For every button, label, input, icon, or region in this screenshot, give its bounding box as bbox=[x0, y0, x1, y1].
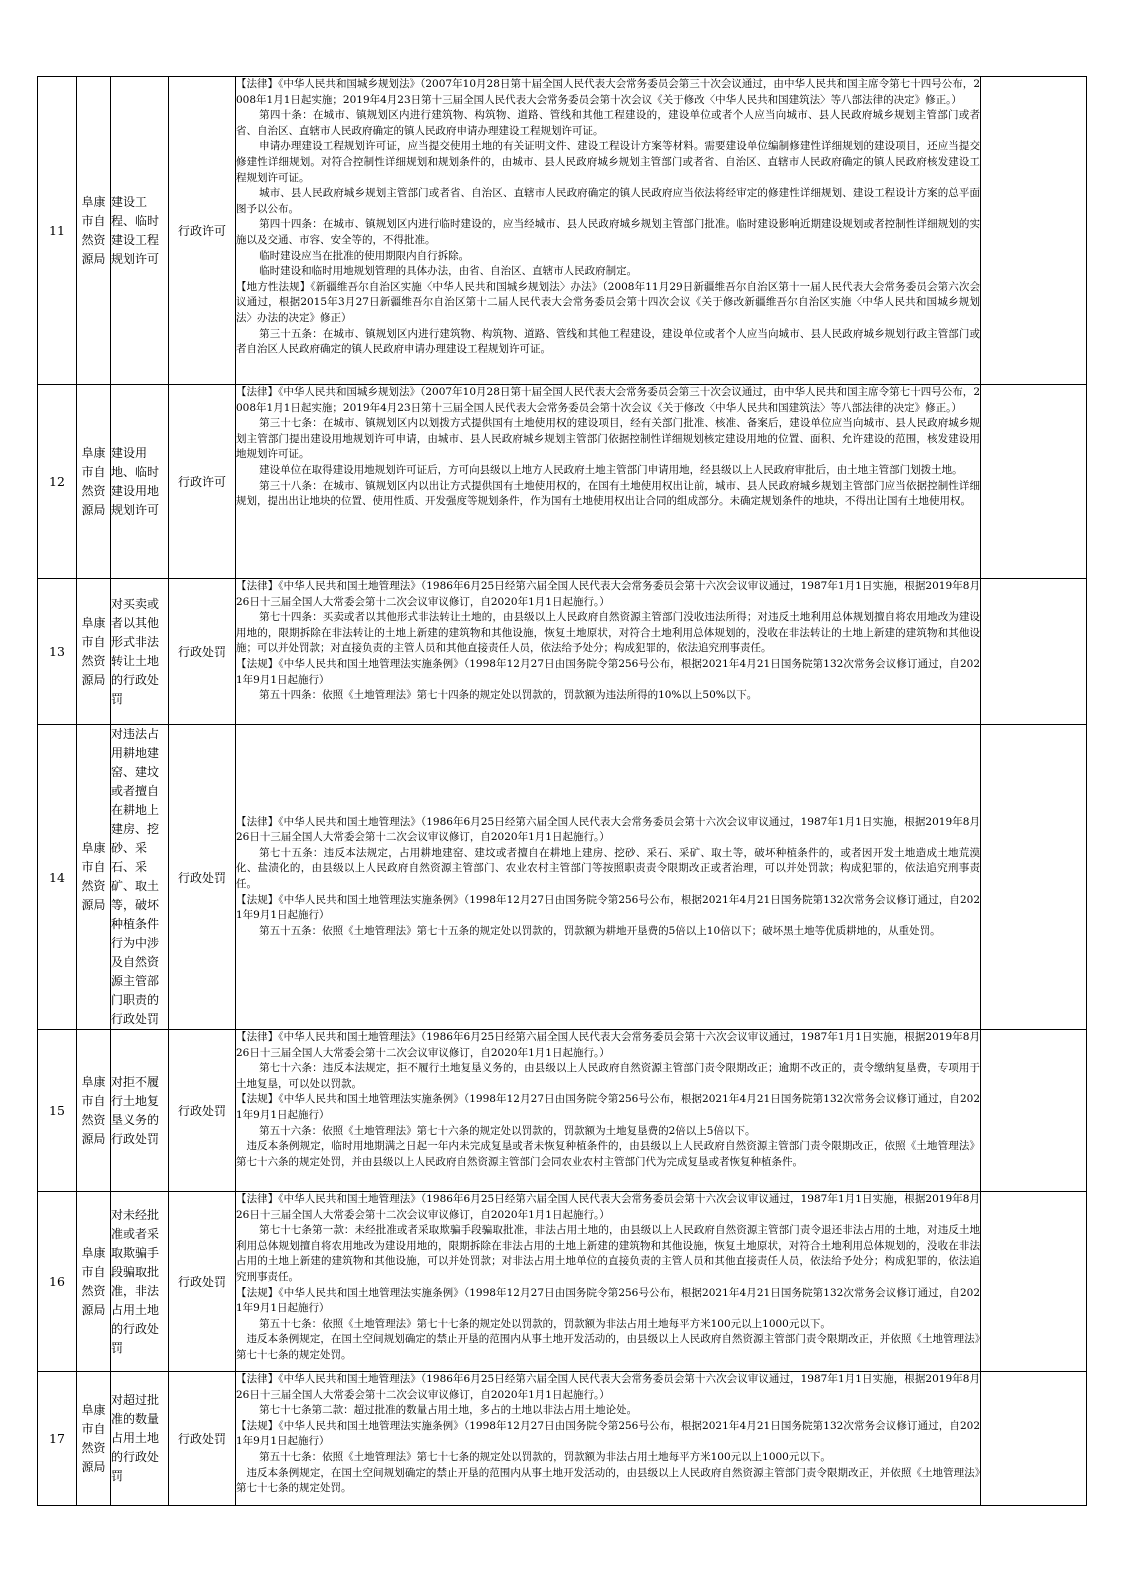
law-article: 临时建设和临时用地规划管理的具体办法，由省、自治区、直辖市人民政府制定。 bbox=[259, 265, 638, 278]
item-type: 行政处罚 bbox=[169, 725, 236, 1030]
item-type: 行政许可 bbox=[169, 385, 236, 579]
item-name: 对买卖或者以其他形式非法转让土地的行政处罚 bbox=[111, 579, 169, 725]
item-name: 对超过批准的数量占用土地的行政处罚 bbox=[111, 1372, 169, 1506]
legal-basis bbox=[236, 1192, 981, 1372]
table-row bbox=[38, 1192, 1087, 1372]
row-number: 13 bbox=[38, 579, 77, 725]
item-name: 建设用地、临时建设用地规划许可 bbox=[111, 385, 169, 579]
law-citation: 【法律】《中华人民共和国土地管理法》（1986年6月25日经第六届全国人民代表大会常务委员会第十六次会议审议通过，1987年1月1日实施，根据2019年8月26日十三届全国人大常委会第十二次会议审议修订，自2020年1月1日起施行。） bbox=[236, 1193, 980, 1221]
remarks-cell bbox=[981, 579, 1087, 725]
law-article: 违反本条例规定，在国土空间规划确定的禁止开垦的范围内从事土地开发活动的，由县级以上人民政府自然资源主管部门责令限期改正，并依照《土地管理法》第七十七条的规定处罚。 bbox=[236, 1333, 980, 1361]
legal-basis bbox=[236, 1372, 981, 1506]
item-type: 行政许可 bbox=[169, 77, 236, 385]
item-name: 对拒不履行土地复垦义务的行政处罚 bbox=[111, 1030, 169, 1192]
legal-basis bbox=[236, 385, 981, 579]
department: 阜康市自然资源局 bbox=[77, 1030, 111, 1192]
law-citation: 【法规】《中华人民共和国土地管理法实施条例》（1998年12月27日由国务院令第256号公布，根据2021年4月21日国务院第132次常务会议修订通过，自2021年9月1日起施行） bbox=[236, 657, 980, 686]
table-row bbox=[38, 725, 1087, 1030]
table-row bbox=[38, 385, 1087, 579]
law-article: 第七十五条：违反本法规定，占用耕地建窑、建坟或者擅自在耕地上建房、挖砂、采石、采矿、取土等，破坏种植条件的，或者因开发土地造成土地荒漠化、盐渍化的，由县级以上人民政府自然资源主管部门、农业农村主管部门等按照职责责令限期改正或者治理，可以并处罚款；构成犯罪的，依法追究刑事责任。 bbox=[236, 846, 980, 890]
law-article: 违反本条例规定，临时用地期满之日起一年内未完成复垦或者未恢复种植条件的，由县级以上人民政府自然资源主管部门责令限期改正，依照《土地管理法》第七十六条的规定处罚，并由县级以上人民政府自然资源主管部门会同农业农村主管部门代为完成复垦或者恢复种植条件。 bbox=[236, 1140, 980, 1168]
law-citation: 【法律】《中华人民共和国土地管理法》（1986年6月25日经第六届全国人民代表大会常务委员会第十六次会议审议通过，1987年1月1日实施，根据2019年8月26日十三届全国人大常委会第十二次会议审议修订，自2020年1月1日起施行。） bbox=[236, 815, 980, 844]
table-row bbox=[38, 1372, 1087, 1506]
item-type: 行政处罚 bbox=[169, 579, 236, 725]
remarks-cell bbox=[981, 77, 1087, 385]
row-number: 15 bbox=[38, 1030, 77, 1192]
item-name: 对未经批准或者采取欺骗手段骗取批准，非法占用土地的行政处罚 bbox=[111, 1192, 169, 1372]
law-citation: 【法规】《中华人民共和国土地管理法实施条例》（1998年12月27日由国务院令第256号公布，根据2021年4月21日国务院第132次常务会议修订通过，自2021年9月1日起施行） bbox=[236, 893, 980, 922]
law-article: 违反本条例规定，在国土空间规划确定的禁止开垦的范围内从事土地开发活动的，由县级以上人民政府自然资源主管部门责令限期改正，并依照《土地管理法》第七十七条的规定处罚。 bbox=[236, 1466, 980, 1495]
law-citation: 【法律】《中华人民共和国土地管理法》（1986年6月25日经第六届全国人民代表大会常务委员会第十六次会议审议通过，1987年1月1日实施，根据2019年8月26日十三届全国人大常委会第十二次会议审议修订，自2020年1月1日起施行。） bbox=[236, 1031, 980, 1059]
department: 阜康市自然资源局 bbox=[77, 1372, 111, 1506]
remarks-cell bbox=[981, 385, 1087, 579]
law-citation: 【法律】《中华人民共和国城乡规划法》（2007年10月28日第十届全国人民代表大会常务委员会第三十次会议通过，由中华人民共和国主席令第七十四号公布，2008年1月1日起实施；2019年4月23日第十三届全国人民代表大会常务委员会第十次会议《关于修改〈中华人民共和国建筑法〉等八部法律的决定》修正。） bbox=[236, 386, 980, 414]
law-article: 第三十七条：在城市、镇规划区内以划拨方式提供国有土地使用权的建设项目，经有关部门批准、核准、备案后，建设单位应当向城市、县人民政府城乡规划主管部门提出建设用地规划许可申请，由城市、县人民政府城乡规划主管部门依据控制性详细规划核定建设用地的位置、面积、允许建设的范围，核发建设用地规划许可证。 bbox=[236, 417, 980, 461]
row-number: 14 bbox=[38, 725, 77, 1030]
item-type: 行政处罚 bbox=[169, 1192, 236, 1372]
item-name: 对违法占用耕地建窑、建坟或者擅自在耕地上建房、挖砂、采石、采矿、取土等，破坏种植条件行为中涉及自然资源主管部门职责的行政处罚 bbox=[111, 725, 169, 1030]
law-citation: 【地方性法规】《新疆维吾尔自治区实施〈中华人民共和国城乡规划法〉办法》（2008年11月29日新疆维吾尔自治区第十一届人民代表大会常务委员会第六次会议通过，根据2015年3月27日新疆维吾尔自治区第十二届人民代表大会常务委员会第十四次会议《关于修改新疆维吾尔自治区实施〈中华人民共和国城乡规划法〉办法的决定》修正） bbox=[236, 280, 980, 324]
law-article: 第三十八条：在城市、镇规划区内以出让方式提供国有土地使用权的，在国有土地使用权出让前，城市、县人民政府城乡规划主管部门应当依据控制性详细规划，提出出让地块的位置、使用性质、开发强度等规划条件，作为国有土地使用权出让合同的组成部分。未确定规划条件的地块，不得出让国有土地使用权。 bbox=[236, 479, 980, 508]
item-type: 行政处罚 bbox=[169, 1372, 236, 1506]
item-type: 行政处罚 bbox=[169, 1030, 236, 1192]
department: 阜康市自然资源局 bbox=[77, 579, 111, 725]
legal-basis bbox=[236, 579, 981, 725]
row-number: 17 bbox=[38, 1372, 77, 1506]
remarks-cell bbox=[981, 1192, 1087, 1372]
law-article: 第七十七条第二款：超过批准的数量占用土地，多占的土地以非法占用土地论处。 bbox=[259, 1404, 638, 1417]
law-article: 第四十条：在城市、镇规划区内进行建筑物、构筑物、道路、管线和其他工程建设的，建设单位或者个人应当向城市、县人民政府城乡规划主管部门或者省、自治区、直辖市人民政府确定的镇人民政府申请办理建设工程规划许可证。 bbox=[236, 109, 980, 137]
department: 阜康市自然资源局 bbox=[77, 385, 111, 579]
law-article: 第五十七条：依照《土地管理法》第七十七条的规定处以罚款的，罚款额为非法占用土地每平方米100元以上1000元以下。 bbox=[259, 1317, 831, 1330]
remarks-cell bbox=[981, 1030, 1087, 1192]
law-article: 第七十七条第一款：未经批准或者采取欺骗手段骗取批准，非法占用土地的，由县级以上人民政府自然资源主管部门责令退还非法占用的土地，对违反土地利用总体规划擅自将农用地改为建设用地的，限期拆除在非法占用的土地上新建的建筑物和其他设施，恢复土地原状，对符合土地利用总体规划的，没收在非法占用的土地上新建的建筑物和其他设施，可以并处罚款；对非法占用土地单位的直接负责的主管人员和其他直接责任人员，依法给予处分；构成犯罪的，依法追究刑事责任。 bbox=[236, 1224, 980, 1283]
department: 阜康市自然资源局 bbox=[77, 725, 111, 1030]
law-citation: 【法律】《中华人民共和国城乡规划法》（2007年10月28日第十届全国人民代表大会常务委员会第三十次会议通过，由中华人民共和国主席令第七十四号公布，2008年1月1日起实施；2019年4月23日第十三届全国人民代表大会常务委员会第十次会议《关于修改〈中华人民共和国建筑法〉等八部法律的决定》修正。） bbox=[236, 78, 980, 106]
legal-basis bbox=[236, 77, 981, 385]
law-article: 第五十六条：依照《土地管理法》第七十六条的规定处以罚款的，罚款额为土地复垦费的2倍以上5倍以下。 bbox=[259, 1124, 756, 1137]
remarks-cell bbox=[981, 1372, 1087, 1506]
row-number: 16 bbox=[38, 1192, 77, 1372]
legal-basis bbox=[236, 725, 981, 1030]
table-row bbox=[38, 1030, 1087, 1192]
table-row bbox=[38, 77, 1087, 385]
remarks-cell bbox=[981, 725, 1087, 1030]
law-citation: 【法律】《中华人民共和国土地管理法》（1986年6月25日经第六届全国人民代表大会常务委员会第十六次会议审议通过，1987年1月1日实施，根据2019年8月26日十三届全国人大常委会第十二次会议审议修订，自2020年1月1日起施行。） bbox=[236, 1373, 980, 1401]
powers-list-table bbox=[37, 76, 1087, 1506]
department: 阜康市自然资源局 bbox=[77, 1192, 111, 1372]
law-article: 第七十六条：违反本法规定，拒不履行土地复垦义务的，由县级以上人民政府自然资源主管部门责令限期改正；逾期不改正的，责令缴纳复垦费，专项用于土地复垦，可以处以罚款。 bbox=[236, 1062, 980, 1090]
law-article: 第七十四条：买卖或者以其他形式非法转让土地的，由县级以上人民政府自然资源主管部门没收违法所得；对违反土地利用总体规划擅自将农用地改为建设用地的，限期拆除在非法转让的土地上新建的建筑物和其他设施，恢复土地原状，对符合土地利用总体规划的，没收在非法转让的土地上新建的建筑物和其他设施；可以并处罚款；对直接负责的主管人员和其他直接责任人员，依法给予处分；构成犯罪的，依法追究刑事责任。 bbox=[236, 611, 980, 655]
law-article: 第四十四条：在城市、镇规划区内进行临时建设的，应当经城市、县人民政府城乡规划主管部门批准。临时建设影响近期建设规划或者控制性详细规划的实施以及交通、市容、安全等的，不得批准。 bbox=[236, 218, 980, 246]
law-article: 第五十四条：依照《土地管理法》第七十四条的规定处以罚款的，罚款额为违法所得的10%以上50%以下。 bbox=[259, 689, 758, 702]
law-article: 临时建设应当在批准的使用期限内自行拆除。 bbox=[259, 249, 470, 262]
law-citation: 【法规】《中华人民共和国土地管理法实施条例》（1998年12月27日由国务院令第256号公布，根据2021年4月21日国务院第132次常务会议修订通过，自2021年9月1日起施行） bbox=[236, 1286, 980, 1315]
law-article: 建设单位在取得建设用地规划许可证后，方可向县级以上地方人民政府土地主管部门申请用地，经县级以上人民政府审批后，由土地主管部门划拨土地。 bbox=[259, 463, 963, 476]
law-citation: 【法律】《中华人民共和国土地管理法》（1986年6月25日经第六届全国人民代表大会常务委员会第十六次会议审议通过，1987年1月1日实施，根据2019年8月26日十三届全国人大常委会第十二次会议审议修订，自2020年1月1日起施行。） bbox=[236, 580, 980, 608]
law-article: 申请办理建设工程规划许可证，应当提交使用土地的有关证明文件、建设工程设计方案等材料。需要建设单位编制修建性详细规划的建设项目，还应当提交修建性详细规划。对符合控制性详细规划和规划条件的，由城市、县人民政府城乡规划主管部门或者省、自治区、直辖市人民政府确定的镇人民政府核发建设工程规划许可证。 bbox=[236, 140, 980, 184]
table-row bbox=[38, 579, 1087, 725]
law-citation: 【法规】《中华人民共和国土地管理法实施条例》（1998年12月27日由国务院令第256号公布，根据2021年4月21日国务院第132次常务会议修订通过，自2021年9月1日起施行） bbox=[236, 1093, 980, 1121]
row-number: 12 bbox=[38, 385, 77, 579]
law-article: 城市、县人民政府城乡规划主管部门或者省、自治区、直辖市人民政府确定的镇人民政府应当依法将经审定的修建性详细规划、建设工程设计方案的总平面图予以公布。 bbox=[236, 187, 980, 215]
legal-basis bbox=[236, 1030, 981, 1192]
law-article: 第五十五条：依照《土地管理法》第七十五条的规定处以罚款的，罚款额为耕地开垦费的5倍以上10倍以下；破坏黑土地等优质耕地的，从重处罚。 bbox=[259, 924, 941, 937]
law-citation: 【法规】《中华人民共和国土地管理法实施条例》（1998年12月27日由国务院令第256号公布，根据2021年4月21日国务院第132次常务会议修订通过，自2021年9月1日起施行） bbox=[236, 1419, 980, 1448]
law-article: 第五十七条：依照《土地管理法》第七十七条的规定处以罚款的，罚款额为非法占用土地每平方米100元以上1000元以下。 bbox=[259, 1450, 831, 1463]
law-article: 第三十五条：在城市、镇规划区内进行建筑物、构筑物、道路、管线和其他工程建设，建设单位或者个人应当向城市、县人民政府城乡规划行政主管部门或者自治区人民政府确定的镇人民政府申请办理建设工程规划许可证。 bbox=[236, 327, 980, 356]
row-number: 11 bbox=[38, 77, 77, 385]
department: 阜康市自然资源局 bbox=[77, 77, 111, 385]
item-name: 建设工程、临时建设工程规划许可 bbox=[111, 77, 169, 385]
